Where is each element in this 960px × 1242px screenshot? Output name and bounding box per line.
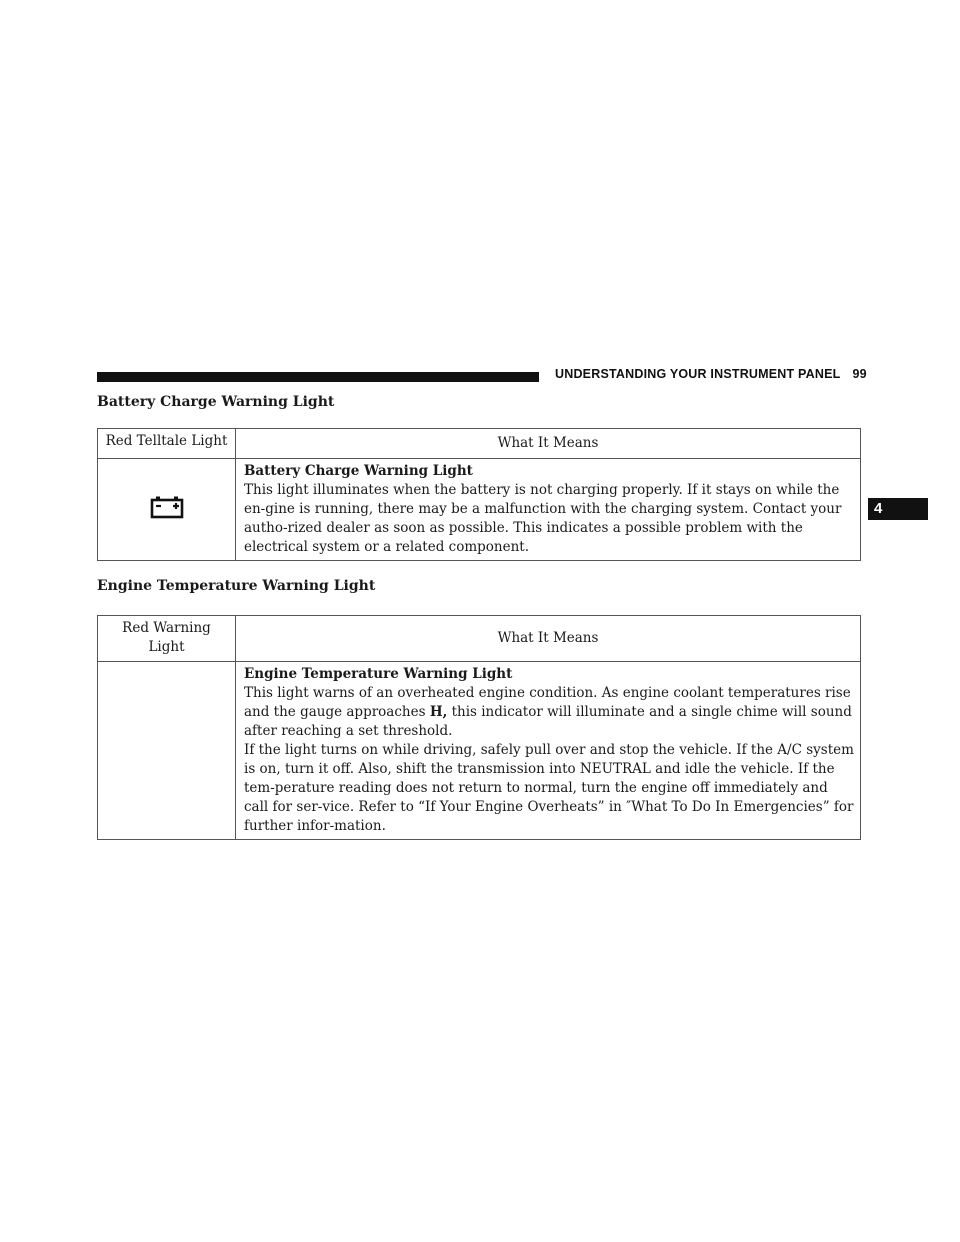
warning-icon-cell (98, 662, 236, 840)
meaning-cell (236, 459, 861, 561)
header-section-title: UNDERSTANDING YOUR INSTRUMENT PANEL (555, 367, 841, 381)
page-number: 99 (852, 367, 867, 381)
description-text: this indicator will illuminate and a single chime will sound after reaching a set threshold. (244, 704, 852, 739)
table-row (98, 459, 861, 561)
item-title: Engine Temperature Warning Light (244, 666, 513, 682)
battery-section-title: Battery Charge Warning Light (97, 394, 335, 410)
battery-warning-table (97, 428, 861, 561)
item-description: This light illuminates when the battery is not charging properly. If it stays on while the en-gine is running, there may be a malfunction with the charging system. Contact your autho-rized dealer as soon as possible. This indicates a possible problem with the electrical system or a related component. (244, 482, 842, 555)
col-header-telltale: Red Telltale Light (98, 429, 236, 459)
col-header-warning: Red Warning Light (98, 616, 236, 662)
item-description-1 (244, 684, 854, 741)
meaning-cell (236, 662, 861, 840)
table-header-row (98, 429, 861, 459)
description-text: This light warns of an overheated engine condition. As engine coolant temperatures rise and the gauge approaches (244, 685, 851, 720)
header-rule (97, 372, 539, 382)
col-header-meaning: What It Means (236, 429, 861, 459)
battery-icon (149, 495, 185, 519)
item-title: Battery Charge Warning Light (244, 463, 473, 479)
col-header-meaning: What It Means (236, 616, 861, 662)
item-description-2: If the light turns on while driving, safely pull over and stop the vehicle. If the A/C system is on, turn it off. Also, shift the transmission into NEUTRAL and idle the vehicle. If the tem-perature reading does not return to normal, turn the engine off immediately and call for ser-vice. Refer to “If Your Engine Overheats” in ″What To Do In Emergencies” for further infor-mation. (244, 742, 854, 834)
engine-warning-table (97, 615, 861, 840)
chapter-tab: 4 (868, 498, 928, 520)
table-row (98, 662, 861, 840)
engine-section-title: Engine Temperature Warning Light (97, 578, 376, 594)
telltale-cell (98, 459, 236, 561)
gauge-h-label: H, (429, 704, 448, 720)
table-header-row (98, 616, 861, 662)
running-header (555, 367, 867, 381)
